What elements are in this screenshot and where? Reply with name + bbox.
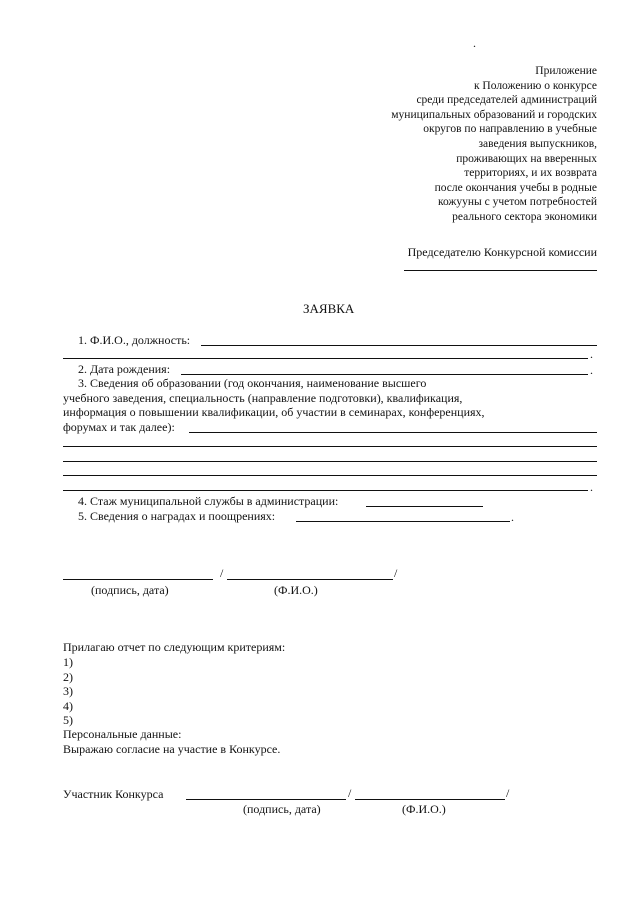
field-education-input[interactable] (189, 432, 597, 433)
appendix-line: среди председателей администраций (416, 94, 597, 107)
criteria-item: 1) (63, 655, 73, 669)
participant-signature-caption: (подпись, дата) (243, 802, 321, 816)
field-education-input-line5[interactable] (63, 490, 588, 491)
appendix-line: территориях, и их возврата (464, 167, 597, 180)
personal-data-heading: Персональные данные: (63, 727, 182, 741)
period: . (590, 363, 593, 377)
name-caption: (Ф.И.О.) (274, 583, 318, 597)
signature-caption: (подпись, дата) (91, 583, 169, 597)
stray-mark: . (473, 36, 476, 50)
participant-name-caption: (Ф.И.О.) (402, 802, 446, 816)
field-education-input-line3[interactable] (63, 461, 597, 462)
field-education-input-line2[interactable] (63, 446, 597, 447)
slash: / (348, 786, 352, 800)
field-service-input[interactable] (366, 506, 483, 507)
appendix-line: после окончания учебы в родные (434, 181, 597, 194)
period: . (590, 347, 593, 361)
field-awards-label: 5. Сведения о наградах и поощрениях: (78, 509, 276, 523)
appendix-line: к Положению о конкурсе (473, 79, 597, 92)
field-service-label: 4. Стаж муниципальной службы в администрации: (78, 494, 339, 508)
signature-name-line[interactable] (227, 579, 393, 580)
field-birthdate-input[interactable] (181, 374, 588, 375)
criteria-item: 4) (63, 699, 73, 713)
criteria-intro: Прилагаю отчет по следующим критериям: (63, 640, 286, 654)
field-education-input-line4[interactable] (63, 475, 597, 476)
appendix-line: округов по направлению в учебные (423, 123, 597, 136)
slash: / (220, 566, 224, 580)
criteria-item: 3) (63, 684, 73, 698)
addressee: Председателю Конкурсной комиссии (407, 245, 597, 259)
criteria-item: 2) (63, 670, 73, 684)
field-education-label-4: форумах и так далее): (63, 420, 175, 434)
period: . (511, 510, 514, 524)
appendix-line: реального сектора экономики (452, 210, 597, 223)
appendix-line: проживающих на вверенных (456, 152, 597, 165)
participant-signature-line[interactable] (186, 799, 346, 800)
field-fio-input-line2[interactable] (63, 358, 588, 359)
page-title: ЗАЯВКА (303, 301, 355, 316)
appendix-line: Приложение (535, 65, 597, 77)
field-education-label-3: информация о повышении квалификации, об участии в семинарах, конференциях, (63, 405, 485, 419)
field-fio-label: 1. Ф.И.О., должность: (78, 333, 191, 347)
field-education-label-2: учебного заведения, специальность (направление подготовки), квалификация, (63, 391, 463, 405)
appendix-block (297, 64, 597, 225)
appendix-line: муниципальных образований и городских (391, 108, 597, 121)
field-awards-input[interactable] (296, 521, 510, 522)
field-education-label: 3. Сведения об образовании (год окончания, наименование высшего (78, 376, 427, 390)
participant-name-line[interactable] (355, 799, 505, 800)
appendix-line: заведения выпускников, (478, 137, 597, 150)
period: . (590, 480, 593, 494)
slash: / (394, 566, 398, 580)
slash: / (506, 786, 510, 800)
addressee-line[interactable] (404, 270, 597, 271)
signature-date-line[interactable] (63, 579, 213, 580)
participant-label: Участник Конкурса (63, 787, 164, 801)
field-birthdate-label: 2. Дата рождения: (78, 362, 171, 376)
field-fio-input[interactable] (201, 345, 597, 346)
consent-text: Выражаю согласие на участие в Конкурсе. (63, 742, 281, 756)
criteria-item: 5) (63, 713, 73, 727)
appendix-line: кожууны с учетом потребностей (437, 196, 597, 209)
